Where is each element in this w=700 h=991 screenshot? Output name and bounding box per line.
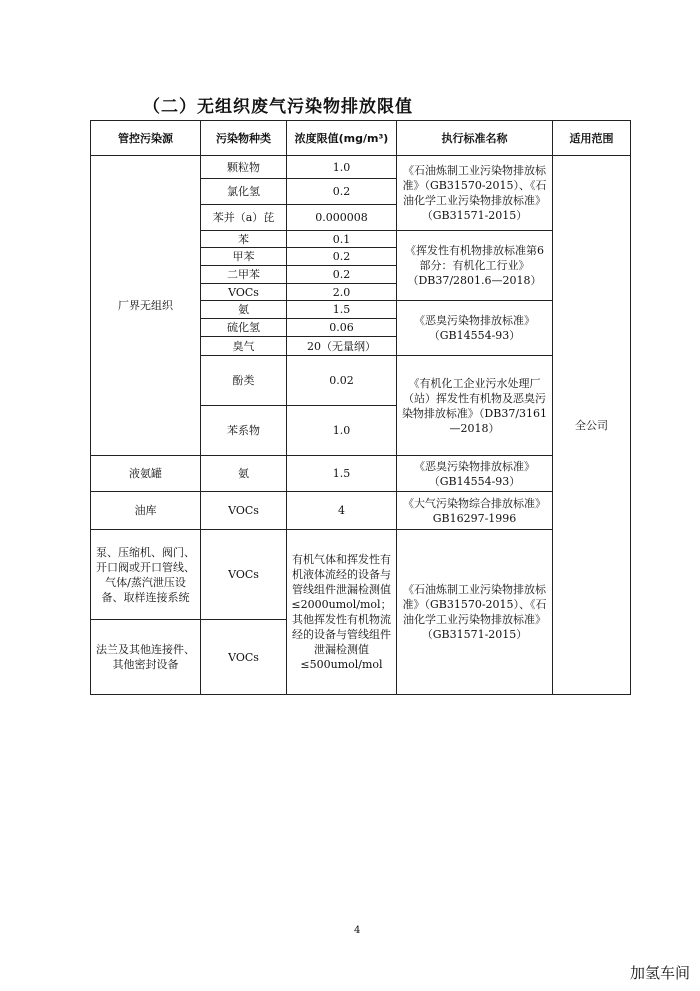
pollutant-cell: 二甲苯 <box>201 266 287 284</box>
source-cell: 液氨罐 <box>91 456 201 492</box>
limit-cell: 1.5 <box>287 301 397 319</box>
pollutant-cell: 臭气 <box>201 337 287 356</box>
source-cell: 油库 <box>91 492 201 530</box>
pollutant-cell: 苯 <box>201 231 287 248</box>
table-row <box>91 156 631 179</box>
pollutant-cell: 氨 <box>201 301 287 319</box>
emission-limits-table <box>90 120 631 695</box>
limit-cell: 1.0 <box>287 406 397 456</box>
source-cell: 泵、压缩机、阀门、开口阀或开口管线、气体/蒸汽泄压设备、取样连接系统 <box>91 530 201 620</box>
limit-cell: 1.5 <box>287 456 397 492</box>
pollutant-cell: 苯系物 <box>201 406 287 456</box>
standard-cell: 《大气污染物综合排放标准》GB16297-1996 <box>397 492 553 530</box>
limit-cell: 0.06 <box>287 319 397 337</box>
table-row <box>91 456 631 492</box>
pollutant-cell: VOCs <box>201 530 287 620</box>
leak-limit-cell: 有机气体和挥发性有机液体流经的设备与管线组件泄漏检测值≤2000umol/mol；其他挥发性有机物流经的设备与管线组件泄漏检测值≤500umol/mol <box>287 530 397 695</box>
pollutant-cell: VOCs <box>201 284 287 301</box>
header-limit: 浓度限值(mg/m³) <box>287 121 397 156</box>
pollutant-cell: 硫化氢 <box>201 319 287 337</box>
limit-cell: 0.2 <box>287 266 397 284</box>
pollutant-cell: 甲苯 <box>201 248 287 266</box>
standard-cell: 《恶臭污染物排放标准》（GB14554-93） <box>397 456 553 492</box>
limit-cell: 4 <box>287 492 397 530</box>
limit-cell: 0.000008 <box>287 205 397 231</box>
page-number: 4 <box>354 925 361 936</box>
scope-cell: 全公司 <box>553 156 631 695</box>
limit-cell: 2.0 <box>287 284 397 301</box>
limit-cell: 0.02 <box>287 356 397 406</box>
limit-cell: 0.2 <box>287 179 397 205</box>
pollutant-cell: 颗粒物 <box>201 156 287 179</box>
header-pollutant: 污染物种类 <box>201 121 287 156</box>
standard-cell: 《石油炼制工业污染物排放标准》（GB31570-2015）、《石油化学工业污染物排放标准》（GB31571-2015） <box>397 530 553 695</box>
watermark-label: 加氢车间 <box>629 964 690 982</box>
pollutant-cell: 酚类 <box>201 356 287 406</box>
pollutant-cell: 氨 <box>201 456 287 492</box>
table-row <box>91 492 631 530</box>
standard-cell: 《有机化工企业污水处理厂（站）挥发性有机物及恶臭污染物排放标准》（DB37/3161—2018） <box>397 356 553 456</box>
pollutant-cell: VOCs <box>201 620 287 695</box>
source-plant-boundary: 厂界无组织 <box>91 156 201 456</box>
source-cell: 法兰及其他连接件、其他密封设备 <box>91 620 201 695</box>
standard-cell: 《恶臭污染物排放标准》（GB14554-93） <box>397 301 553 356</box>
standard-cell: 《石油炼制工业污染物排放标准》（GB31570-2015）、《石油化学工业污染物排放标准》（GB31571-2015） <box>397 156 553 231</box>
section-title: （二）无组织废气污染物排放限值 <box>143 97 413 117</box>
pollutant-cell: 氯化氢 <box>201 179 287 205</box>
standard-cell: 《挥发性有机物排放标准第6部分：有机化工行业》（DB37/2801.6—2018） <box>397 231 553 301</box>
limit-cell: 0.1 <box>287 231 397 248</box>
table-row <box>91 530 631 620</box>
limit-cell: 0.2 <box>287 248 397 266</box>
limit-cell: 1.0 <box>287 156 397 179</box>
header-standard: 执行标准名称 <box>397 121 553 156</box>
pollutant-cell: VOCs <box>201 492 287 530</box>
header-scope: 适用范围 <box>553 121 631 156</box>
limit-cell: 20（无量纲） <box>287 337 397 356</box>
table-header-row <box>91 121 631 156</box>
header-source: 管控污染源 <box>91 121 201 156</box>
pollutant-cell: 苯并（a）芘 <box>201 205 287 231</box>
